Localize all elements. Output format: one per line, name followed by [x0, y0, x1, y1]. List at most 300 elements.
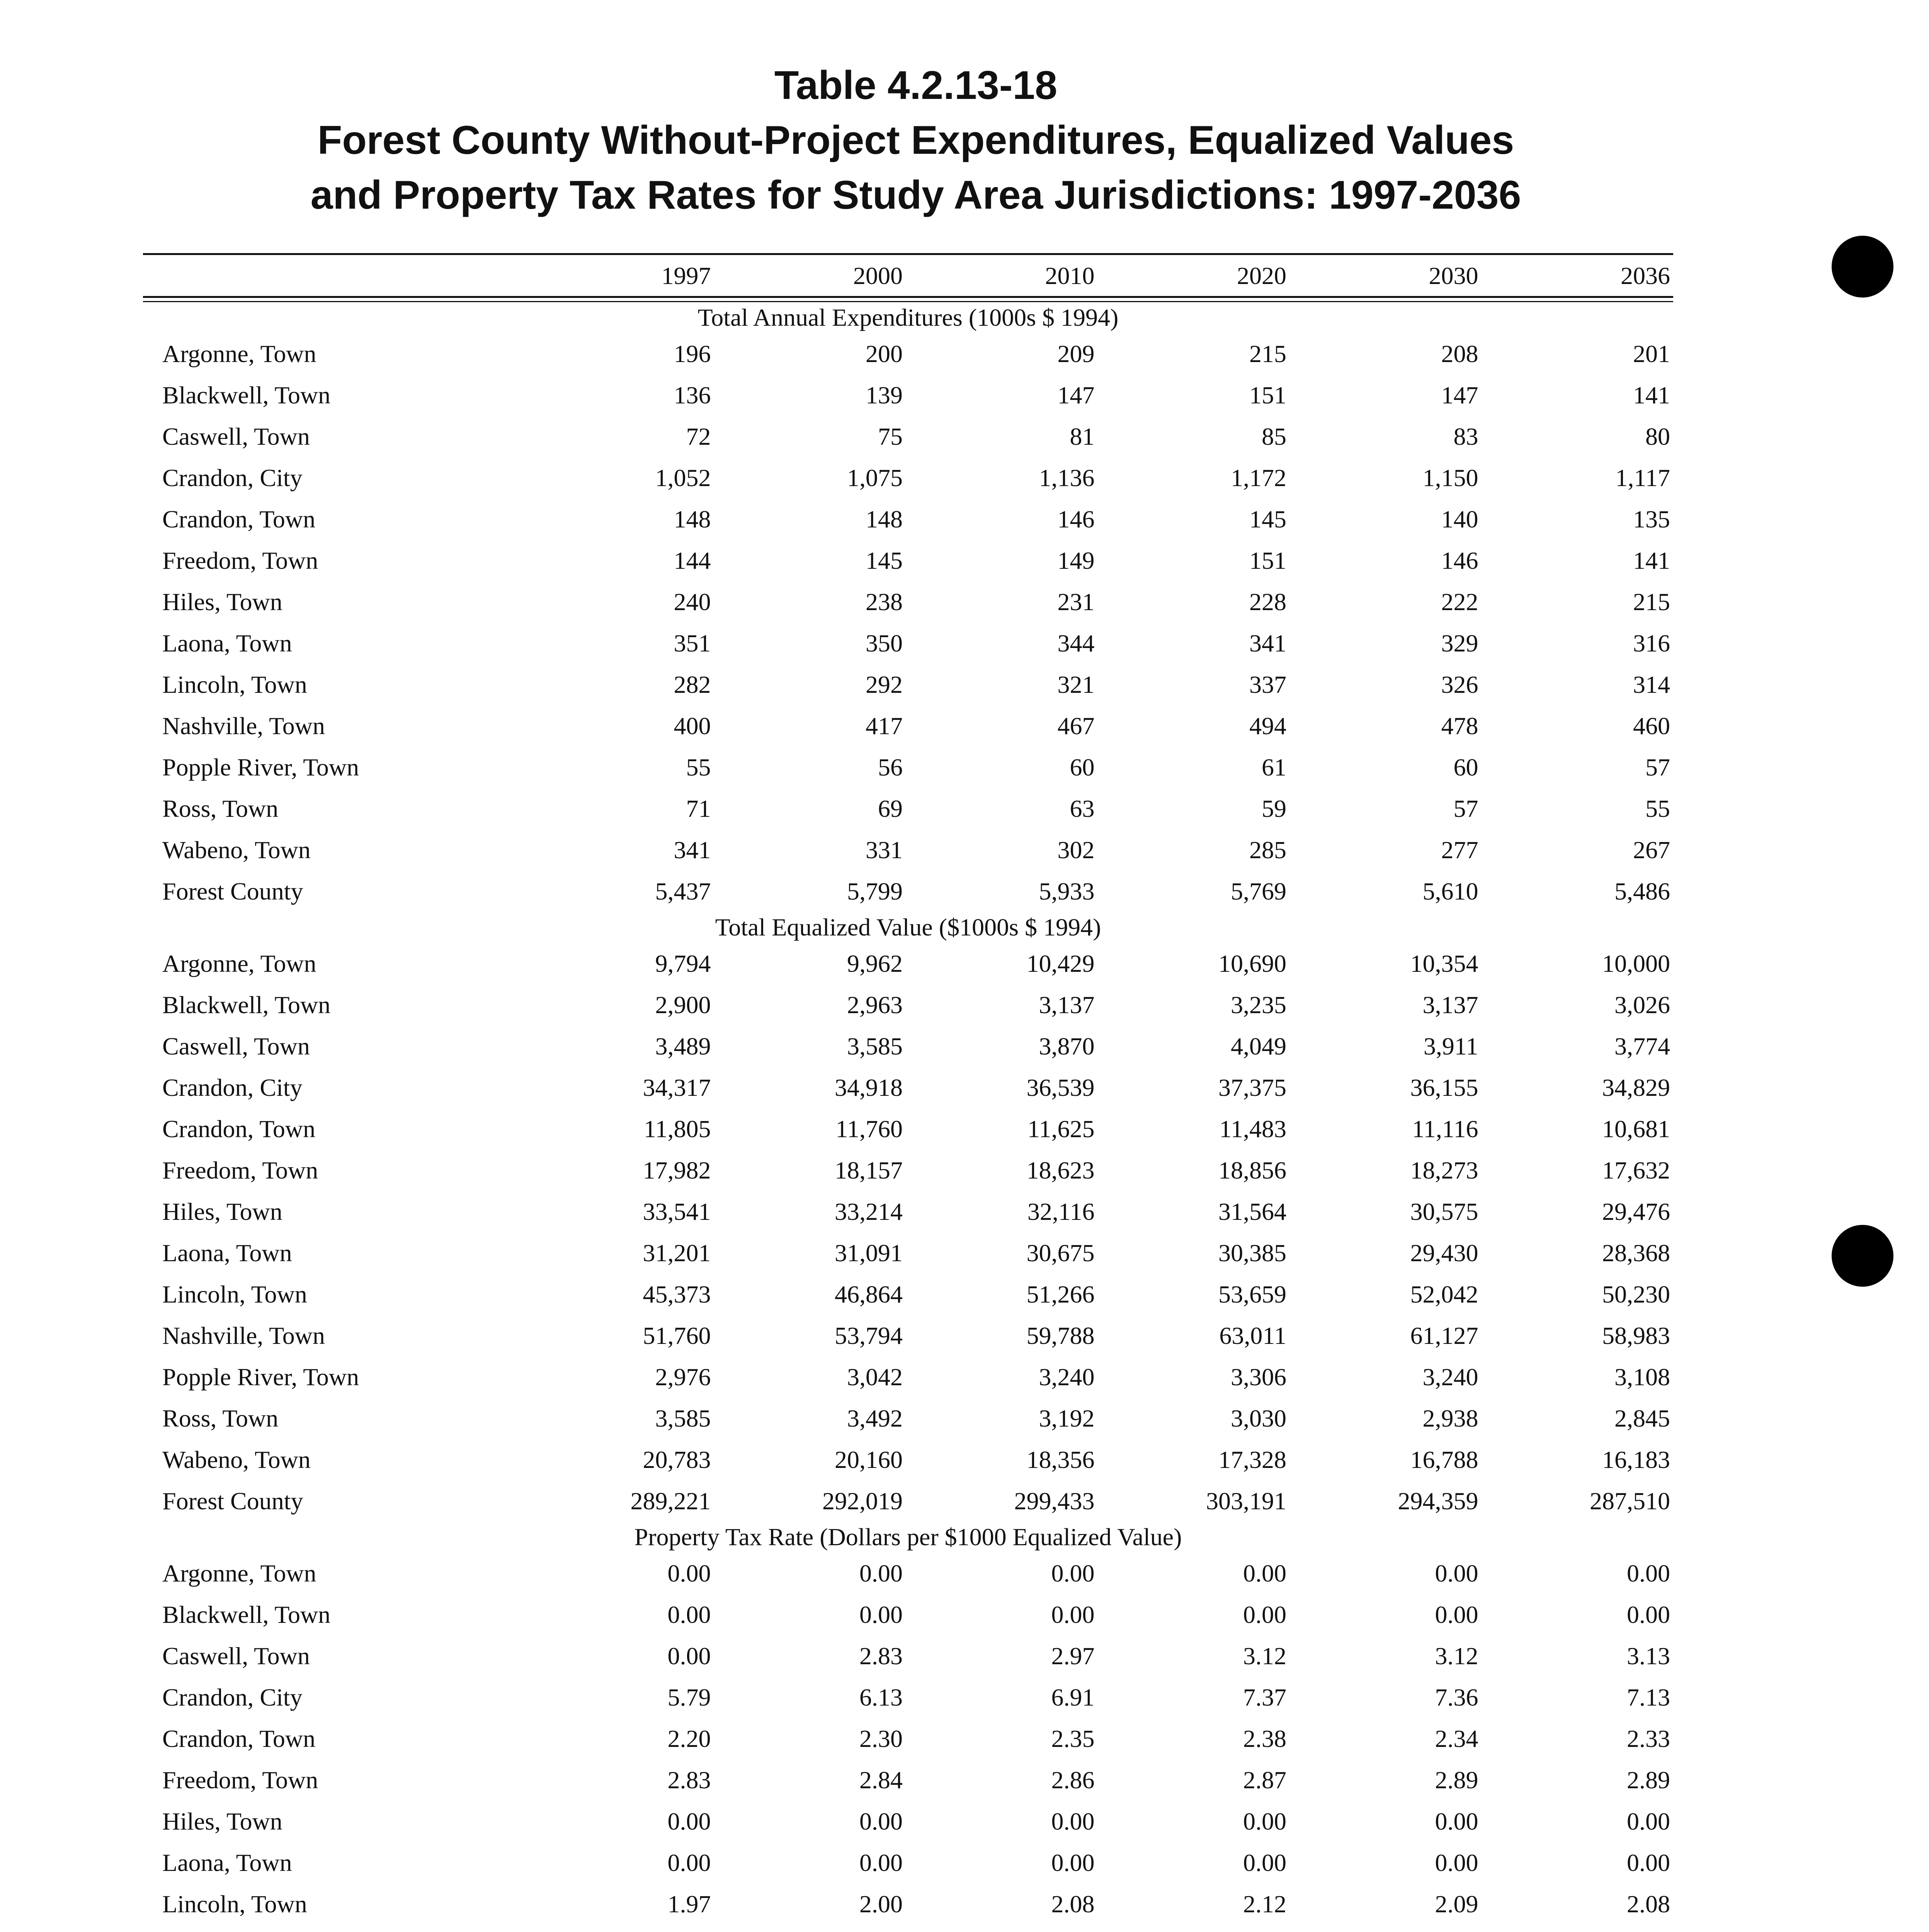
- table-cell: 149: [1057, 546, 1095, 574]
- table-cell: 11,483: [1219, 1115, 1286, 1143]
- table-cell: 7.37: [1243, 1683, 1286, 1711]
- table-cell: 61,127: [1410, 1321, 1478, 1349]
- table-cell: 30,575: [1410, 1197, 1478, 1225]
- table-cell: 57: [1645, 753, 1670, 781]
- table-row: [143, 1801, 1673, 1842]
- column-header: 1997: [661, 262, 711, 289]
- table-cell: 0.00: [1243, 1849, 1286, 1876]
- table-cell: 18,157: [834, 1156, 903, 1184]
- table-row: [143, 1480, 1673, 1522]
- table-cell: 139: [865, 381, 903, 409]
- table-cell: 3,240: [1039, 1363, 1095, 1391]
- table-cell: 289,221: [630, 1487, 711, 1515]
- table-cell: 282: [674, 670, 711, 698]
- table-row: [143, 984, 1673, 1026]
- table-cell: 5.79: [667, 1683, 711, 1711]
- table-cell: 69: [878, 794, 903, 822]
- table-row: [143, 1925, 1673, 1932]
- row-label: Popple River, Town: [162, 753, 359, 781]
- table-cell: 200: [865, 340, 903, 367]
- table-row: [143, 871, 1673, 912]
- table-cell: 33,214: [834, 1197, 903, 1225]
- table-cell: 1,172: [1230, 464, 1286, 492]
- row-label: Wabeno, Town: [162, 1446, 311, 1473]
- row-label: Crandon, Town: [162, 505, 316, 533]
- table-cell: 20,160: [834, 1446, 903, 1473]
- table-cell: 460: [1633, 712, 1670, 740]
- table-cell: 18,273: [1410, 1156, 1478, 1184]
- row-label: Freedom, Town: [162, 546, 318, 574]
- table-cell: 2.00: [859, 1890, 903, 1918]
- table-cell: 215: [1249, 340, 1286, 367]
- column-header: 2020: [1237, 262, 1286, 289]
- title-line-2: Forest County Without-Project Expenditures, Equalized Values: [317, 118, 1514, 163]
- table-cell: 0.00: [1243, 1559, 1286, 1587]
- table-cell: 6.13: [859, 1683, 903, 1711]
- table-cell: 53,659: [1218, 1280, 1286, 1308]
- table-cell: 5,610: [1422, 877, 1478, 905]
- table-cell: 148: [865, 505, 903, 533]
- table-cell: 33,541: [643, 1197, 711, 1225]
- row-label: Blackwell, Town: [162, 381, 331, 409]
- table-cell: 146: [1057, 505, 1095, 533]
- table-cell: 201: [1633, 340, 1670, 367]
- row-label: Crandon, Town: [162, 1725, 316, 1752]
- table-cell: 60: [1070, 753, 1095, 781]
- table-cell: 1,117: [1615, 464, 1670, 492]
- table-cell: 277: [1441, 836, 1478, 864]
- row-label: Laona, Town: [162, 629, 292, 657]
- table-cell: 2,976: [655, 1363, 711, 1391]
- row-label: Nashville, Town: [162, 712, 325, 740]
- table-cell: 3,235: [1230, 991, 1286, 1019]
- table-cell: 2.97: [1051, 1642, 1095, 1670]
- table-cell: 2.20: [667, 1725, 711, 1752]
- row-label: Argonne, Town: [162, 340, 316, 367]
- table-cell: 31,201: [643, 1239, 711, 1267]
- column-header: 2036: [1621, 262, 1670, 289]
- table-cell: 292,019: [822, 1487, 903, 1515]
- table-row: [143, 416, 1673, 457]
- table-cell: 215: [1633, 588, 1670, 616]
- table-cell: 5,486: [1614, 877, 1670, 905]
- section-heading-row: [143, 912, 1673, 943]
- table-cell: 287,510: [1590, 1487, 1670, 1515]
- table-cell: 151: [1249, 381, 1286, 409]
- table-cell: 0.00: [1627, 1559, 1670, 1587]
- table-cell: 148: [674, 505, 711, 533]
- table-cell: 196: [674, 340, 711, 367]
- table-cell: 0.00: [859, 1600, 903, 1628]
- table-cell: 10,429: [1026, 949, 1095, 977]
- table-cell: 63,011: [1219, 1321, 1286, 1349]
- table-cell: 36,539: [1026, 1073, 1095, 1101]
- table-cell: 2,938: [1422, 1404, 1478, 1432]
- table-title: [0, 58, 1832, 223]
- binder-hole: [1832, 236, 1893, 298]
- table-cell: 146: [1441, 546, 1478, 574]
- table-cell: 231: [1057, 588, 1095, 616]
- table-cell: 31,091: [834, 1239, 903, 1267]
- table-cell: 0.00: [1435, 1849, 1478, 1876]
- table-row: [143, 1677, 1673, 1718]
- table-row: [143, 1718, 1673, 1759]
- table-cell: 2.86: [1051, 1766, 1095, 1794]
- table-cell: [522, 1925, 714, 1932]
- table-row: [143, 1150, 1673, 1191]
- table-cell: 3,492: [847, 1404, 903, 1432]
- row-label: Hiles, Town: [162, 1807, 282, 1835]
- row-label: Crandon, City: [162, 1073, 303, 1101]
- table-cell: 30,675: [1026, 1239, 1095, 1267]
- table-cell: 478: [1441, 712, 1478, 740]
- table-row: [143, 1759, 1673, 1801]
- column-header: 2030: [1429, 262, 1478, 289]
- data-table: [143, 255, 1673, 1932]
- table-cell: 34,918: [834, 1073, 903, 1101]
- table-cell: 61: [1261, 753, 1286, 781]
- column-header: 2000: [853, 262, 903, 289]
- table-row: [143, 1398, 1673, 1439]
- table-cell: 6.91: [1051, 1683, 1095, 1711]
- table-cell: 302: [1057, 836, 1095, 864]
- table-cell: 228: [1249, 588, 1286, 616]
- table-cell: 45,373: [643, 1280, 711, 1308]
- table-cell: 3,192: [1039, 1404, 1095, 1432]
- table-cell: 11,116: [1412, 1115, 1478, 1143]
- table-row: [143, 581, 1673, 622]
- table-cell: 2,963: [847, 991, 903, 1019]
- table-cell: 494: [1249, 712, 1286, 740]
- table-cell: 3,585: [655, 1404, 711, 1432]
- table-row: [143, 457, 1673, 498]
- table-cell: [906, 1925, 1098, 1932]
- row-label: Lincoln, Town: [162, 670, 307, 698]
- table-cell: 208: [1441, 340, 1478, 367]
- table-cell: 34,317: [643, 1073, 711, 1101]
- table-cell: 3.12: [1435, 1642, 1478, 1670]
- table-cell: 400: [674, 712, 711, 740]
- table-cell: 16,788: [1410, 1446, 1478, 1473]
- table-cell: 141: [1633, 381, 1670, 409]
- table-row: [143, 374, 1673, 416]
- table-cell: 350: [865, 629, 903, 657]
- table-cell: 0.00: [667, 1849, 711, 1876]
- table-cell: 222: [1441, 588, 1478, 616]
- table-cell: 417: [865, 712, 903, 740]
- table-cell: 18,623: [1026, 1156, 1095, 1184]
- table-cell: 60: [1453, 753, 1478, 781]
- table-cell: 2.08: [1051, 1890, 1095, 1918]
- table-row: [143, 1108, 1673, 1150]
- table-cell: 3,042: [847, 1363, 903, 1391]
- table-cell: 0.00: [1627, 1600, 1670, 1628]
- table-cell: 240: [674, 588, 711, 616]
- table-cell: 51,760: [643, 1321, 711, 1349]
- table-cell: 3,137: [1422, 991, 1478, 1019]
- table-cell: 20,783: [643, 1446, 711, 1473]
- table-cell: 10,354: [1410, 949, 1478, 977]
- table-cell: 0.00: [1051, 1559, 1095, 1587]
- table-cell: 30,385: [1218, 1239, 1286, 1267]
- table-cell: 46,864: [834, 1280, 903, 1308]
- table-cell: 34,829: [1602, 1073, 1670, 1101]
- table-cell: 1,052: [655, 464, 711, 492]
- row-label: Freedom, Town: [162, 1156, 318, 1184]
- row-label: Blackwell, Town: [162, 991, 331, 1019]
- table-cell: 0.00: [1243, 1807, 1286, 1835]
- table-cell: 3,026: [1614, 991, 1670, 1019]
- table-cell: 0.00: [1051, 1807, 1095, 1835]
- table-cell: 63: [1070, 794, 1095, 822]
- table-cell: 147: [1057, 381, 1095, 409]
- data-table-container: [143, 253, 1673, 1932]
- table-row: [143, 1026, 1673, 1067]
- table-cell: 2.89: [1627, 1766, 1670, 1794]
- table-cell: 326: [1441, 670, 1478, 698]
- table-row: [143, 333, 1673, 374]
- table-cell: 2.30: [859, 1725, 903, 1752]
- table-cell: [1097, 1925, 1289, 1932]
- row-label: Wabeno, Town: [162, 836, 311, 864]
- table-row: [143, 622, 1673, 664]
- table-row: [143, 1594, 1673, 1635]
- table-cell: 56: [878, 753, 903, 781]
- row-label: Hiles, Town: [162, 588, 282, 616]
- table-cell: 17,632: [1602, 1156, 1670, 1184]
- table-row: [143, 1842, 1673, 1883]
- table-cell: 2.09: [1435, 1890, 1478, 1918]
- table-cell: 0.00: [1627, 1849, 1670, 1876]
- table-cell: 144: [674, 546, 711, 574]
- row-label: Laona, Town: [162, 1239, 292, 1267]
- column-header-row: [143, 255, 1673, 291]
- row-label: Laona, Town: [162, 1849, 292, 1876]
- row-label: Crandon, City: [162, 1683, 303, 1711]
- table-cell: 5,933: [1039, 877, 1095, 905]
- table-row: [143, 747, 1673, 788]
- table-cell: 29,430: [1410, 1239, 1478, 1267]
- table-row: [143, 1067, 1673, 1108]
- table-row: [143, 1356, 1673, 1398]
- table-cell: 285: [1249, 836, 1286, 864]
- table-cell: 10,690: [1218, 949, 1286, 977]
- table-cell: 145: [865, 546, 903, 574]
- column-header: 2010: [1045, 262, 1095, 289]
- table-cell: 314: [1633, 670, 1670, 698]
- table-cell: 18,356: [1026, 1446, 1095, 1473]
- table-cell: 5,799: [847, 877, 903, 905]
- table-row: [143, 829, 1673, 871]
- table-cell: 36,155: [1410, 1073, 1478, 1101]
- table-cell: 3,108: [1614, 1363, 1670, 1391]
- table-cell: 267: [1633, 836, 1670, 864]
- table-cell: 59: [1261, 794, 1286, 822]
- row-label: Ross, Town: [162, 1404, 279, 1432]
- table-cell: 141: [1633, 546, 1670, 574]
- table-cell: 3.13: [1627, 1642, 1670, 1670]
- section-heading: Total Equalized Value ($1000s $ 1994): [715, 913, 1101, 941]
- row-label: Ross, Town: [162, 794, 279, 822]
- table-cell: 0.00: [1627, 1807, 1670, 1835]
- table-cell: 329: [1441, 629, 1478, 657]
- table-cell: 55: [686, 753, 711, 781]
- table-cell: 57: [1453, 794, 1478, 822]
- table-cell: 9,794: [655, 949, 711, 977]
- table-cell: 3,911: [1423, 1032, 1478, 1060]
- table-cell: 331: [865, 836, 903, 864]
- table-cell: 0.00: [859, 1849, 903, 1876]
- table-cell: 11,760: [835, 1115, 903, 1143]
- table-cell: [714, 1925, 906, 1932]
- table-cell: 4,049: [1230, 1032, 1286, 1060]
- table-cell: 0.00: [667, 1807, 711, 1835]
- table-cell: 294,359: [1398, 1487, 1478, 1515]
- table-cell: 3,137: [1039, 991, 1095, 1019]
- table-row: [143, 1635, 1673, 1677]
- title-line-1: Table 4.2.13-18: [774, 63, 1058, 108]
- table-cell: 0.00: [1051, 1849, 1095, 1876]
- table-cell: 59,788: [1026, 1321, 1095, 1349]
- table-cell: 467: [1057, 712, 1095, 740]
- table-cell: 58,983: [1602, 1321, 1670, 1349]
- table-cell: 0.00: [859, 1807, 903, 1835]
- table-cell: 85: [1261, 422, 1286, 450]
- table-cell: 3,240: [1422, 1363, 1478, 1391]
- table-cell: 81: [1070, 422, 1095, 450]
- table-cell: 16,183: [1602, 1446, 1670, 1473]
- table-cell: 0.00: [1435, 1559, 1478, 1587]
- table-cell: 32,116: [1027, 1197, 1095, 1225]
- table-cell: 151: [1249, 546, 1286, 574]
- row-label: Argonne, Town: [162, 949, 316, 977]
- table-cell: 303,191: [1206, 1487, 1286, 1515]
- table-cell: 71: [686, 794, 711, 822]
- row-label: Lincoln, Town: [162, 1890, 307, 1918]
- table-cell: 2,845: [1614, 1404, 1670, 1432]
- table-cell: 51,266: [1026, 1280, 1095, 1308]
- table-cell: 3,030: [1230, 1404, 1286, 1432]
- table-cell: 37,375: [1218, 1073, 1286, 1101]
- table-cell: 2.83: [667, 1766, 711, 1794]
- table-cell: 31,564: [1218, 1197, 1286, 1225]
- row-label: Nashville, Town: [162, 1321, 325, 1349]
- row-label: Crandon, City: [162, 464, 303, 492]
- row-label: Blackwell, Town: [162, 1600, 331, 1628]
- table-cell: 0.00: [667, 1642, 711, 1670]
- table-cell: 135: [1633, 505, 1670, 533]
- table-cell: 0.00: [859, 1559, 903, 1587]
- table-cell: 2.38: [1243, 1725, 1286, 1752]
- table-cell: 3,306: [1230, 1363, 1286, 1391]
- row-label: Caswell, Town: [162, 422, 310, 450]
- table-cell: 83: [1453, 422, 1478, 450]
- table-row: [143, 788, 1673, 829]
- table-cell: 2.83: [859, 1642, 903, 1670]
- table-row: [143, 1191, 1673, 1232]
- table-cell: 80: [1645, 422, 1670, 450]
- section-heading: Property Tax Rate (Dollars per $1000 Equalized Value): [634, 1523, 1182, 1551]
- table-cell: 238: [865, 588, 903, 616]
- table-cell: 3,774: [1614, 1032, 1670, 1060]
- table-cell: 18,856: [1218, 1156, 1286, 1184]
- table-cell: 344: [1057, 629, 1095, 657]
- row-label: Popple River, Town: [162, 1363, 359, 1391]
- row-label: Hiles, Town: [162, 1197, 282, 1225]
- section-heading-row: [143, 302, 1673, 333]
- table-cell: 3,870: [1039, 1032, 1095, 1060]
- row-label: Forest County: [162, 1487, 303, 1515]
- table-cell: 7.13: [1627, 1683, 1670, 1711]
- table-cell: 341: [1249, 629, 1286, 657]
- row-label: Freedom, Town: [162, 1766, 318, 1794]
- table-row: [143, 540, 1673, 581]
- table-cell: 0.00: [1435, 1807, 1478, 1835]
- table-row: [143, 1439, 1673, 1480]
- table-cell: 3.12: [1243, 1642, 1286, 1670]
- table-cell: 5,769: [1230, 877, 1286, 905]
- table-row: [143, 1553, 1673, 1594]
- table-cell: 72: [686, 422, 711, 450]
- table-cell: 136: [674, 381, 711, 409]
- table-cell: 2,900: [655, 991, 711, 1019]
- table-cell: 52,042: [1410, 1280, 1478, 1308]
- table-cell: 3,585: [847, 1032, 903, 1060]
- table-row: [143, 943, 1673, 984]
- table-cell: 2.84: [859, 1766, 903, 1794]
- table-row: [143, 1315, 1673, 1356]
- table-cell: 1,150: [1422, 464, 1478, 492]
- table-row: [143, 664, 1673, 705]
- table-cell: 1,075: [847, 464, 903, 492]
- table-cell: 11,625: [1027, 1115, 1095, 1143]
- table-cell: 2.35: [1051, 1725, 1095, 1752]
- table-cell: 2.08: [1627, 1890, 1670, 1918]
- row-label: [143, 1925, 522, 1932]
- table-row: [143, 1883, 1673, 1925]
- table-cell: 17,328: [1218, 1446, 1286, 1473]
- table-cell: 337: [1249, 670, 1286, 698]
- table-cell: 321: [1057, 670, 1095, 698]
- table-row: [143, 498, 1673, 540]
- table-cell: [1481, 1925, 1673, 1932]
- table-cell: 140: [1441, 505, 1478, 533]
- row-label: Crandon, Town: [162, 1115, 316, 1143]
- table-row: [143, 705, 1673, 747]
- table-cell: 50,230: [1602, 1280, 1670, 1308]
- header-rule: [143, 296, 1673, 298]
- row-label: Caswell, Town: [162, 1032, 310, 1060]
- table-cell: 9,962: [847, 949, 903, 977]
- table-cell: 3,489: [655, 1032, 711, 1060]
- table-cell: 316: [1633, 629, 1670, 657]
- table-cell: 2.12: [1243, 1890, 1286, 1918]
- table-cell: 75: [878, 422, 903, 450]
- section-heading: Total Annual Expenditures (1000s $ 1994): [697, 304, 1119, 331]
- table-cell: 10,681: [1602, 1115, 1670, 1143]
- binder-hole: [1832, 1225, 1893, 1287]
- table-cell: 351: [674, 629, 711, 657]
- table-cell: 1.97: [667, 1890, 711, 1918]
- table-cell: 10,000: [1602, 949, 1670, 977]
- table-cell: 2.89: [1435, 1766, 1478, 1794]
- table-cell: [1289, 1925, 1482, 1932]
- table-body: [143, 302, 1673, 1932]
- table-cell: 29,476: [1602, 1197, 1670, 1225]
- table-cell: 2.33: [1627, 1725, 1670, 1752]
- table-cell: 292: [865, 670, 903, 698]
- table-cell: 145: [1249, 505, 1286, 533]
